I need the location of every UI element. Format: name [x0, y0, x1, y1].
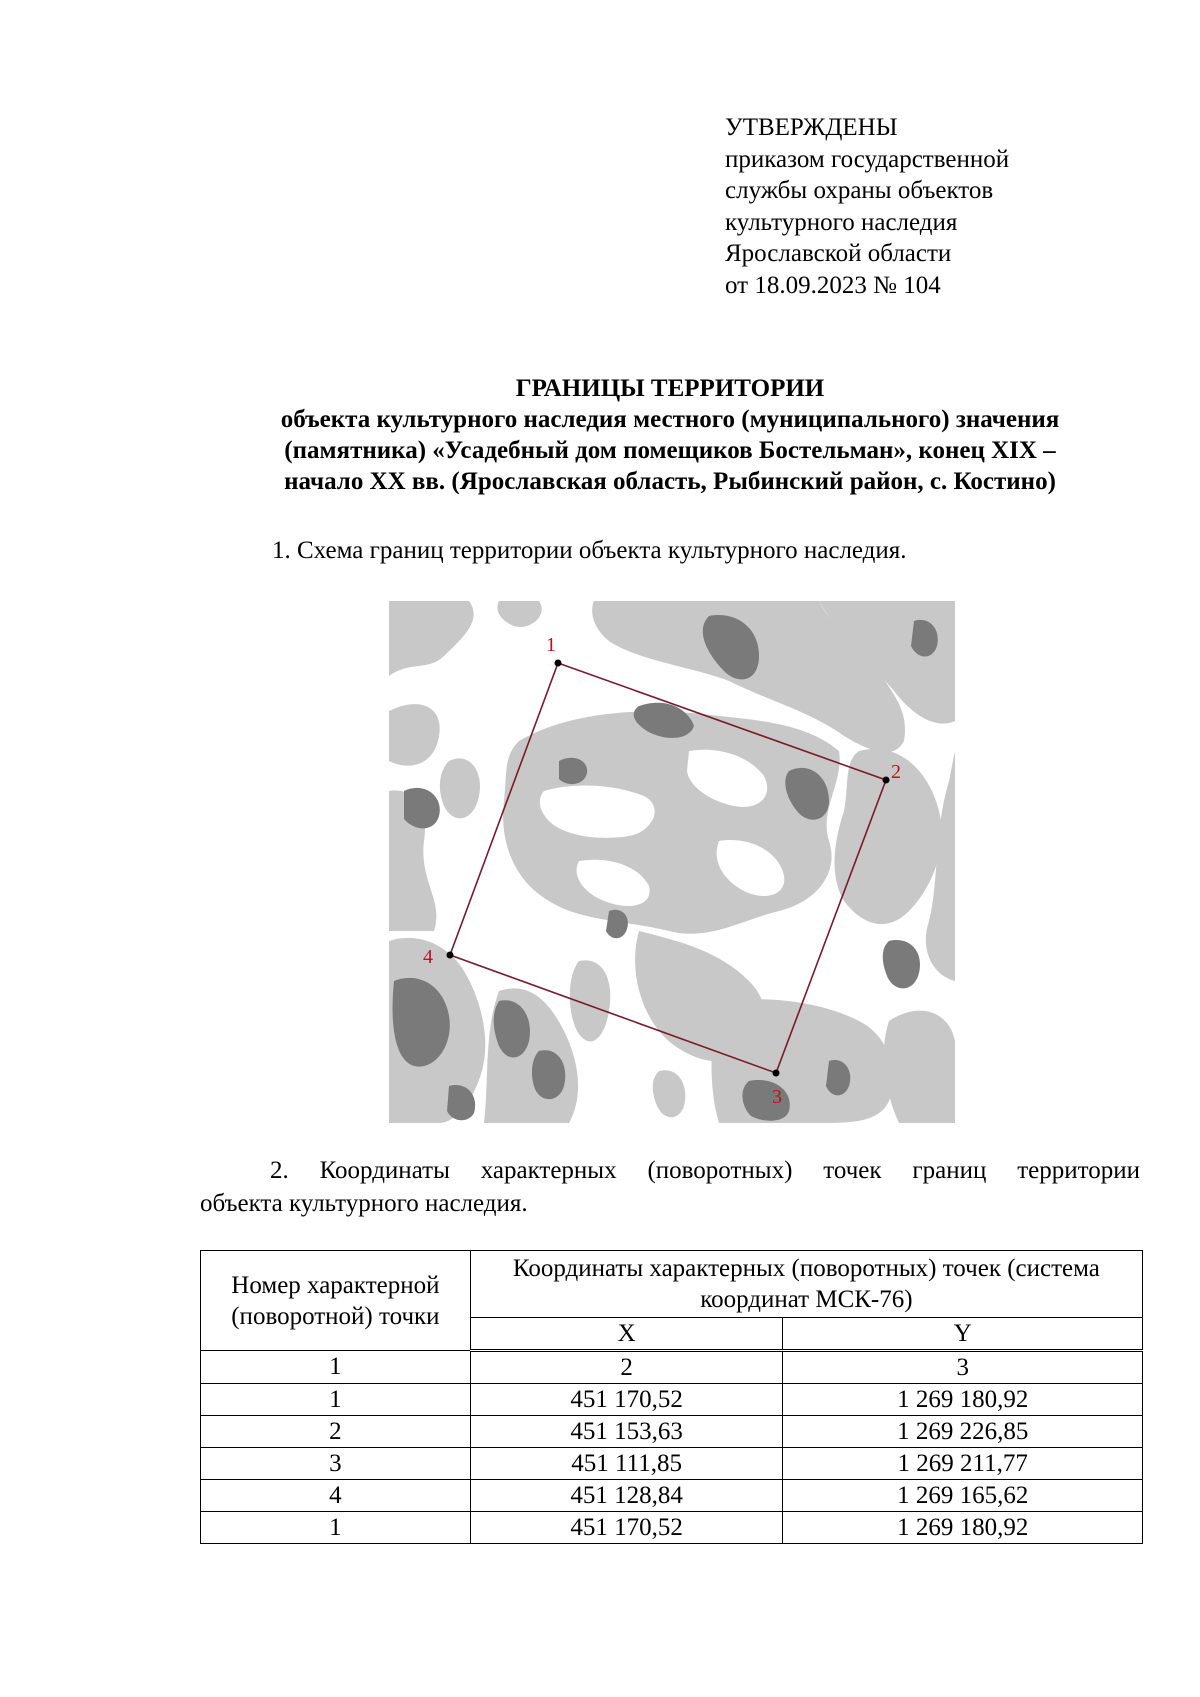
approval-date-number: от 18.09.2023 № 104	[725, 271, 941, 299]
point-number: 3	[201, 1448, 471, 1480]
column-number: 3	[783, 1351, 1143, 1384]
point-label-4: 4	[423, 946, 433, 968]
point-number: 1	[201, 1512, 471, 1544]
coordinate-x: 451 128,84	[470, 1480, 783, 1512]
point-number: 2	[201, 1416, 471, 1448]
column-number: 2	[470, 1351, 783, 1384]
point-label-3: 3	[772, 1086, 782, 1108]
title-line: объекта культурного наследия местного (муниципального) значения	[280, 406, 1060, 433]
column-number: 1	[201, 1351, 471, 1384]
point-label-2: 2	[891, 761, 901, 783]
turning-point-1	[555, 660, 562, 667]
boundary-scheme-map	[389, 601, 955, 1123]
title-line: (памятника) «Усадебный дом помещиков Бостельман», конец XIX –	[284, 437, 1056, 464]
coordinate-y: 1 269 180,92	[783, 1384, 1143, 1416]
approval-line: приказом государственной	[725, 145, 1010, 173]
coordinate-y: 1 269 180,92	[783, 1512, 1143, 1544]
document-title	[200, 373, 1140, 497]
header-coordinates: Координаты характерных (поворотных) точек (система координат МСК-76)	[470, 1251, 1142, 1318]
approval-heading: УТВЕРЖДЕНЫ	[725, 114, 898, 141]
approval-line: Ярославской области	[725, 240, 952, 267]
section-2-line: 2. Координаты характерных (поворотных) точек границ территории	[270, 1157, 1140, 1184]
title-line: начало XX вв. (Ярославская область, Рыбинский район, с. Костино)	[284, 468, 1056, 495]
approval-line: культурного наследия	[725, 208, 958, 236]
approval-line: службы охраны объектов	[725, 177, 994, 204]
coordinates-table	[200, 1250, 1143, 1544]
section-2-line: объекта культурного наследия.	[200, 1190, 528, 1217]
header-x: X	[470, 1318, 783, 1351]
section-1-heading: 1. Схема границ территории объекта культурного наследия.	[272, 537, 907, 564]
coordinate-x: 451 111,85	[470, 1448, 783, 1480]
coordinate-x: 451 170,52	[470, 1512, 783, 1544]
coordinate-y: 1 269 226,85	[783, 1416, 1143, 1448]
coordinate-x: 451 170,52	[470, 1384, 783, 1416]
header-y: Y	[783, 1318, 1143, 1351]
turning-point-3	[773, 1070, 780, 1077]
coordinate-y: 1 269 211,77	[783, 1448, 1143, 1480]
table-row	[201, 1448, 1143, 1480]
point-number: 1	[201, 1384, 471, 1416]
title-main: ГРАНИЦЫ ТЕРРИТОРИИ	[515, 375, 825, 402]
approval-stamp	[725, 112, 1009, 301]
table-row	[201, 1384, 1143, 1416]
boundary-map-svg	[389, 601, 955, 1123]
point-number: 4	[201, 1480, 471, 1512]
section-2-heading	[200, 1154, 1140, 1220]
coordinate-x: 451 153,63	[470, 1416, 783, 1448]
table-row	[201, 1416, 1143, 1448]
point-label-1: 1	[546, 634, 556, 656]
table-header-row	[201, 1251, 1143, 1318]
turning-point-2	[883, 777, 890, 784]
table-row	[201, 1512, 1143, 1544]
table-row	[201, 1480, 1143, 1512]
table-column-numbers-row	[201, 1351, 1143, 1384]
turning-point-4	[447, 952, 454, 959]
coordinate-y: 1 269 165,62	[783, 1480, 1143, 1512]
header-point-number: Номер характерной (поворотной) точки	[201, 1251, 471, 1351]
